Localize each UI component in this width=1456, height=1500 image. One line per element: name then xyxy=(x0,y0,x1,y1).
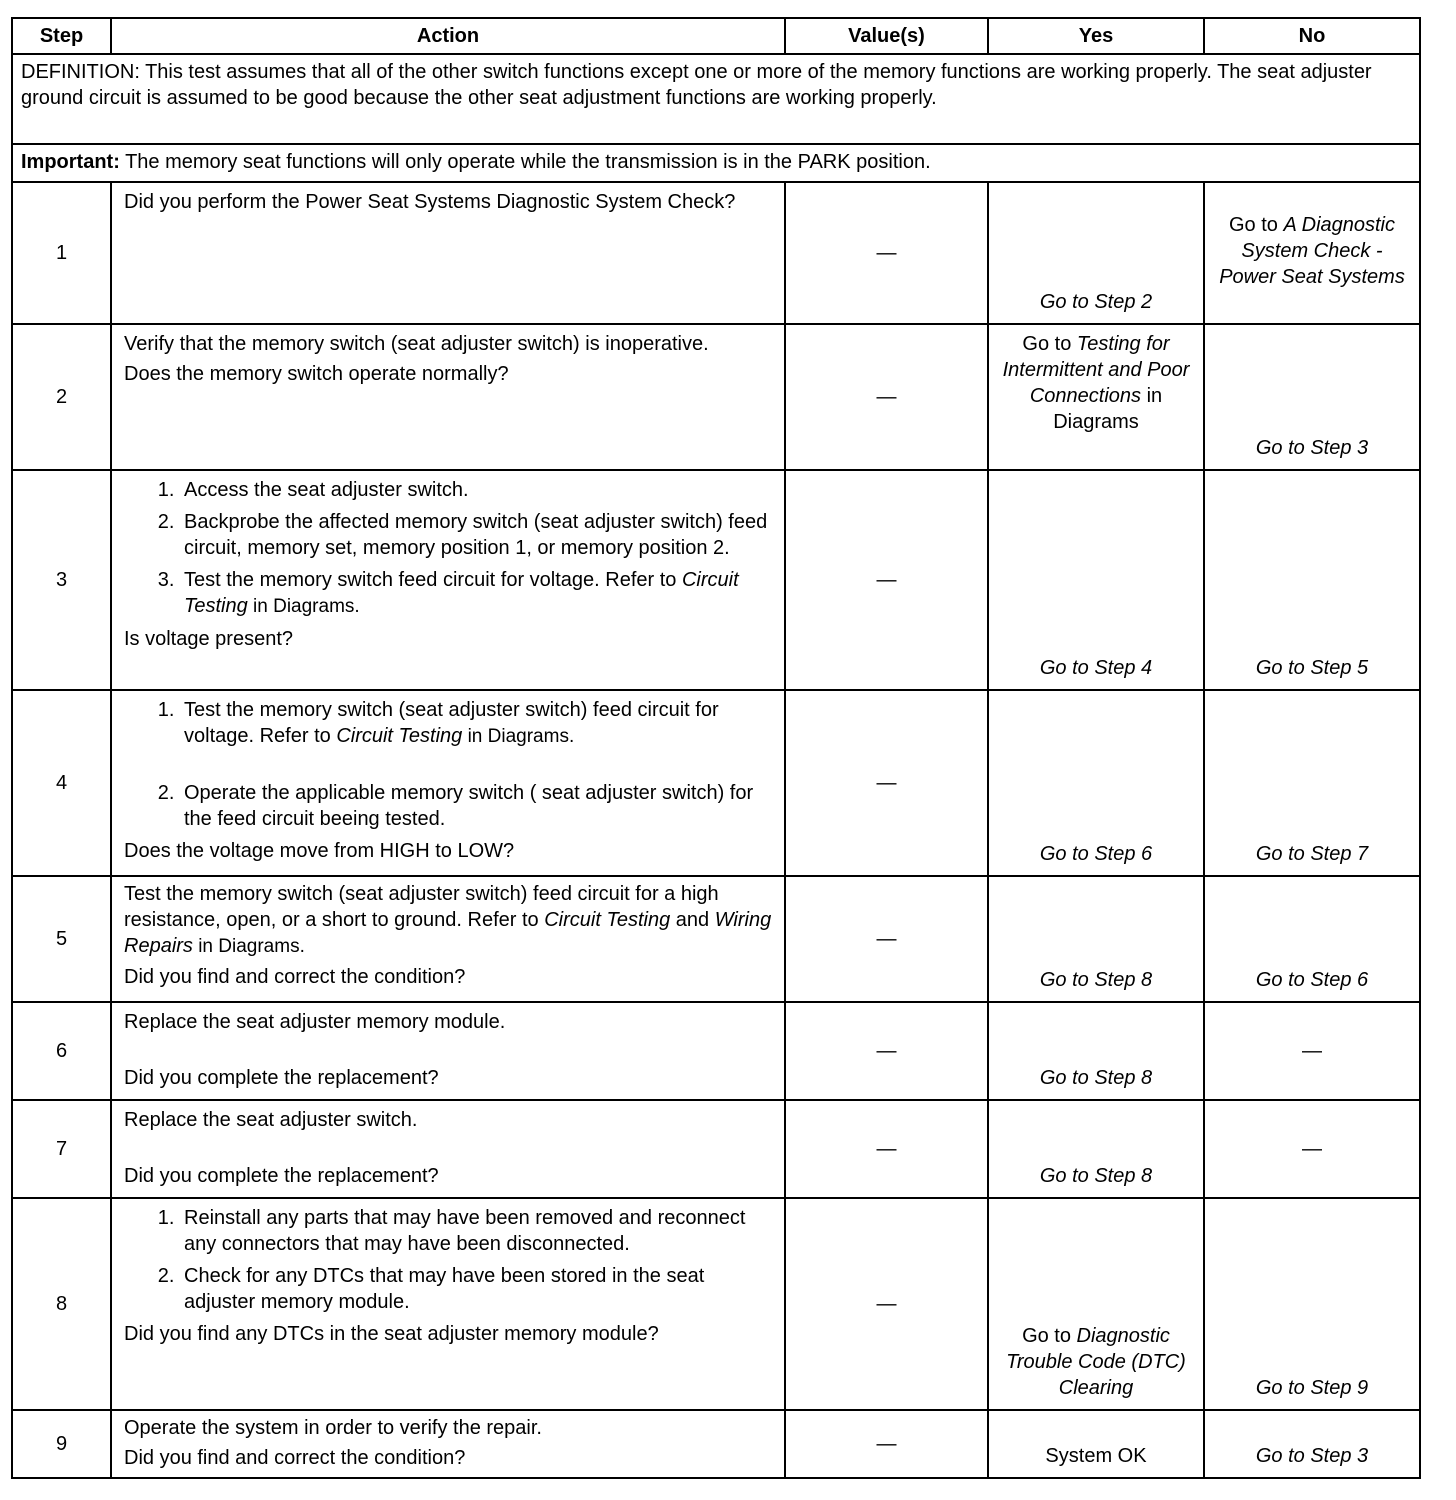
header-values: Value(s) xyxy=(785,18,988,54)
yes-prefix: Go to xyxy=(1022,1325,1077,1347)
ref-wiring-repairs: Wiring Repairs xyxy=(124,909,772,957)
yes-cell: Go to Step 8 xyxy=(988,1100,1204,1198)
action-cell xyxy=(111,1002,785,1100)
yes-cell: Go to Step 4 xyxy=(988,470,1204,690)
action-list xyxy=(124,477,774,620)
action-text xyxy=(124,881,774,960)
action-cell xyxy=(111,1198,785,1410)
action-cell xyxy=(111,324,785,470)
header-step: Step xyxy=(12,18,111,54)
action-question: Does the memory switch operate normally? xyxy=(124,363,509,385)
definition-text: DEFINITION: This test assumes that all of the other switch functions except one or more of the memory functions are working properly. The seat adjuster ground circuit is assumed to be good because the other seat adjustment functions are working properly. xyxy=(12,54,1420,144)
list-item xyxy=(180,697,774,750)
spacer xyxy=(124,1035,774,1065)
step-number: 2 xyxy=(12,324,111,470)
yes-link: Testing for Intermittent and Poor Connections xyxy=(1002,333,1190,407)
action-list xyxy=(124,1205,774,1315)
yes-cell: Go to Step 6 xyxy=(988,690,1204,876)
value-cell: — xyxy=(785,182,988,324)
action-text: Replace the seat adjuster memory module. xyxy=(124,1011,506,1033)
action-cell xyxy=(111,876,785,1002)
list-item: 2. Operate the applicable memory switch ( seat adjuster switch) for the feed circuit beeing tested. xyxy=(180,780,774,832)
no-cell: Go to Step 3 xyxy=(1204,1410,1420,1478)
yes-cell: Go to Step 8 xyxy=(988,876,1204,1002)
action-question: Did you complete the replacement? xyxy=(124,1067,439,1089)
no-cell: Go to Step 7 xyxy=(1204,690,1420,876)
step-number: 4 xyxy=(12,690,111,876)
action-question: Did you complete the replacement? xyxy=(124,1165,439,1187)
table-row xyxy=(12,1002,1420,1100)
step-number: 7 xyxy=(12,1100,111,1198)
action-question: Did you find any DTCs in the seat adjuster memory module? xyxy=(124,1323,659,1345)
important-text: The memory seat functions will only operate while the transmission is in the PARK position. xyxy=(119,151,931,173)
list-text: Test the memory switch (seat adjuster switch) feed circuit for voltage. Refer to xyxy=(184,699,719,747)
header-no: No xyxy=(1204,18,1420,54)
list-text: Test the memory switch feed circuit for voltage. Refer to xyxy=(184,569,682,591)
no-prefix: Go to xyxy=(1228,214,1284,236)
step-number: 9 xyxy=(12,1410,111,1478)
yes-cell xyxy=(988,1198,1204,1410)
list-item: 1. Access the seat adjuster switch. xyxy=(180,477,774,503)
list-item xyxy=(180,567,774,620)
action-text: Verify that the memory switch (seat adjuster switch) is inoperative. xyxy=(124,333,709,355)
action-question: Is voltage present? xyxy=(124,628,293,650)
step-number: 8 xyxy=(12,1198,111,1410)
table-row xyxy=(12,1100,1420,1198)
no-cell: Go to Step 3 xyxy=(1204,324,1420,470)
step-number: 1 xyxy=(12,182,111,324)
action-cell xyxy=(111,1410,785,1478)
table-row xyxy=(12,876,1420,1002)
no-cell: Go to Step 5 xyxy=(1204,470,1420,690)
table-row xyxy=(12,470,1420,690)
no-cell: — xyxy=(1204,1100,1420,1198)
action-text-part: Test the memory switch (seat adjuster switch) feed circuit for a high resistance, open, or a short to ground. Refer to xyxy=(124,883,719,931)
header-yes: Yes xyxy=(988,18,1204,54)
list-item: 2. Check for any DTCs that may have been stored in the seat adjuster memory module. xyxy=(180,1263,774,1315)
list-text: in Diagrams. xyxy=(247,596,360,617)
spacer xyxy=(124,1133,774,1163)
important-note xyxy=(12,144,1420,182)
definition-row xyxy=(12,54,1420,144)
yes-cell xyxy=(988,324,1204,470)
action-list xyxy=(124,697,774,832)
header-row xyxy=(12,18,1420,54)
no-cell: — xyxy=(1204,1002,1420,1100)
ref-circuit-testing: Circuit Testing xyxy=(184,569,739,617)
header-action: Action xyxy=(111,18,785,54)
action-question: Did you find and correct the condition? xyxy=(124,966,466,988)
step-number: 6 xyxy=(12,1002,111,1100)
value-cell: — xyxy=(785,1410,988,1478)
action-cell xyxy=(111,1100,785,1198)
table-row xyxy=(12,1198,1420,1410)
list-text: in Diagrams. xyxy=(462,726,575,747)
value-cell: — xyxy=(785,470,988,690)
diagnostic-table xyxy=(11,17,1421,1479)
list-item: 1. Reinstall any parts that may have been removed and reconnect any connectors that may have been disconnected. xyxy=(180,1205,774,1257)
ref-circuit-testing: Circuit Testing xyxy=(544,909,671,931)
action-cell xyxy=(111,470,785,690)
value-cell: — xyxy=(785,324,988,470)
yes-cell: Go to Step 8 xyxy=(988,1002,1204,1100)
yes-link: Diagnostic Trouble Code (DTC) Clearing xyxy=(1006,1325,1186,1399)
action-cell: Did you perform the Power Seat Systems Diagnostic System Check? xyxy=(111,182,785,324)
no-cell xyxy=(1204,182,1420,324)
no-cell: Go to Step 9 xyxy=(1204,1198,1420,1410)
important-label: Important: xyxy=(21,151,120,173)
value-cell: — xyxy=(785,1100,988,1198)
value-cell: — xyxy=(785,1198,988,1410)
yes-cell: Go to Step 2 xyxy=(988,182,1204,324)
table-row xyxy=(12,690,1420,876)
action-cell xyxy=(111,690,785,876)
step-number: 5 xyxy=(12,876,111,1002)
important-row xyxy=(12,144,1420,182)
action-text-part: and xyxy=(670,909,715,931)
no-link: A Diagnostic System Check - Power Seat Systems xyxy=(1219,214,1405,288)
action-question: Does the voltage move from HIGH to LOW? xyxy=(124,840,515,862)
ref-circuit-testing: Circuit Testing xyxy=(336,725,463,747)
table-row xyxy=(12,182,1420,324)
action-text: Replace the seat adjuster switch. xyxy=(124,1109,418,1131)
value-cell: — xyxy=(785,876,988,1002)
action-question: Did you find and correct the condition? xyxy=(124,1447,466,1469)
table-row xyxy=(12,324,1420,470)
step-number: 3 xyxy=(12,470,111,690)
list-item: 2. Backprobe the affected memory switch (seat adjuster switch) feed circuit, memory set, memory position 1, or memory position 2. xyxy=(180,509,774,561)
table-row xyxy=(12,1410,1420,1478)
value-cell: — xyxy=(785,690,988,876)
no-cell: Go to Step 6 xyxy=(1204,876,1420,1002)
action-text: Operate the system in order to verify the repair. xyxy=(124,1417,542,1439)
yes-suffix: in Diagrams xyxy=(1053,385,1163,433)
action-text-part: in Diagrams. xyxy=(192,936,305,957)
yes-prefix: Go to xyxy=(1022,333,1077,355)
yes-cell: System OK xyxy=(988,1410,1204,1478)
value-cell: — xyxy=(785,1002,988,1100)
